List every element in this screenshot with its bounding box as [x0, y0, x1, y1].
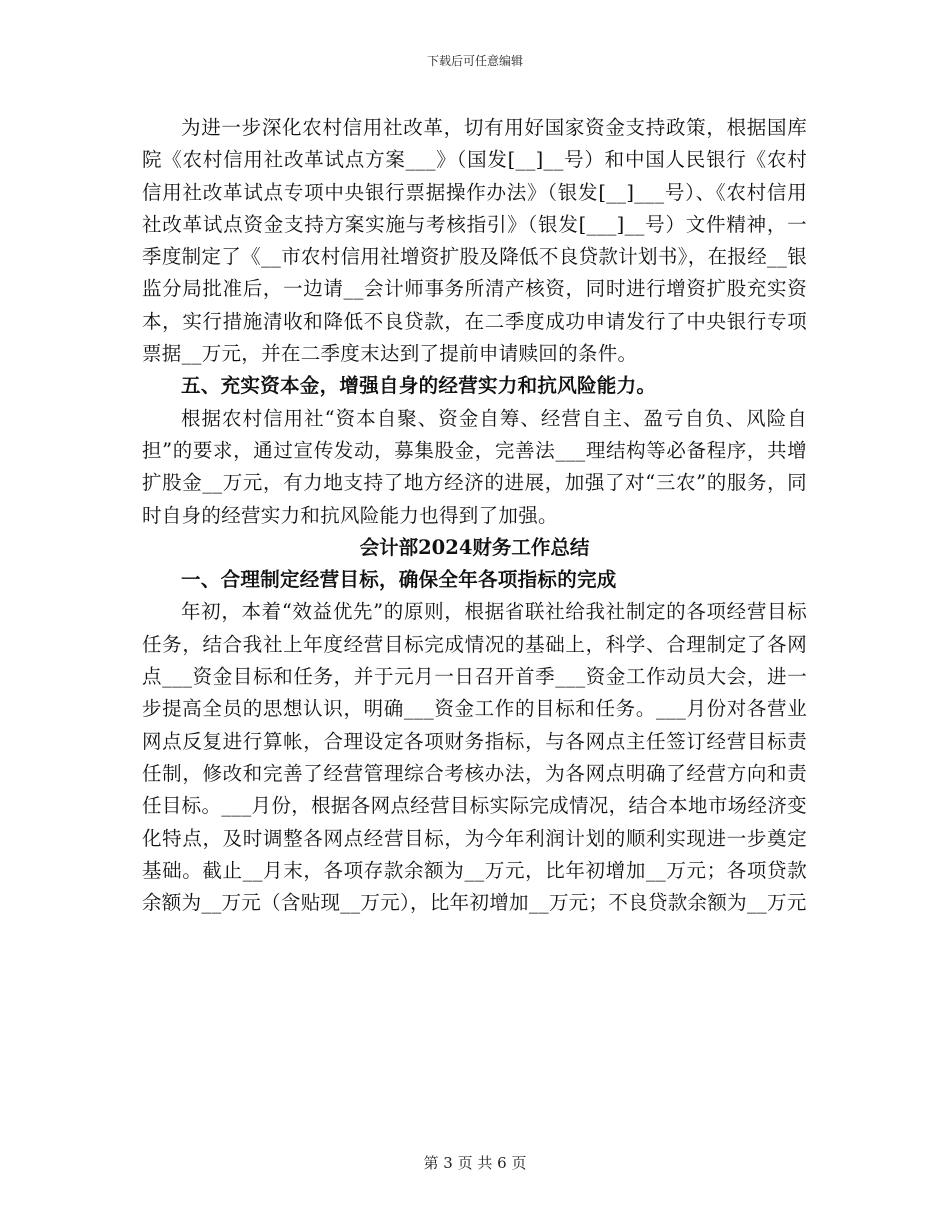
- paragraph-capital: 根据农村信用社“资本自聚、资金自筹、经营自主、盈亏自负、风险自担”的要求，通过宣传发动，募集股金，完善法___理结构等必备程序，共增扩股金__万元，有力地支持了地方经济的进展，加强了对“三农”的服务，同时自身的经营实力和抗风险能力也得到了加强。: [142, 406, 807, 527]
- page-header: 下载后可任意编辑: [426, 54, 523, 68]
- heading-capital: 五、充实资本金，增强自身的经营实力和抗风险能力。: [181, 374, 657, 398]
- paragraph-targets: 年初，本着“效益优先”的原则，根据省联社给我社制定的各项经营目标任务，结合我社上年度经营目标完成情况的基础上，科学、合理制定了各网点___资金目标和任务，并于元月一日召开首季___资金工作动员大会，进一步提高全员的思想认识，明确___资金工作的目标和任务。___月份对各营业网点反复进行算帐，合理设定各项财务指标，与各网点主任签订经营目标责任制，修改和完善了经营管理综合考核办法，为各网点明确了经营方向和责任目标。___月份，根据各网点经营目标实际完成情况，结合本地市场经济变化特点，及时调整各网点经营目标，为今年利润计划的顺利实现进一步奠定基础。截止__月末，各项存款余额为__万元，比年初增加__万元；各项贷款余额为__万元（含贴现__万元），比年初增加__万元；不良贷款余额为__万元: [142, 600, 807, 915]
- paragraph-reform-policy: 为进一步深化农村信用社改革，切有用好国家资金支持政策，根据国库院《农村信用社改革试点方案___》（国发[__]__号）和中国人民银行《农村信用社改革试点专项中央银行票据操作办法》（银发[__]___号）、《农村信用社改革试点资金支持方案实施与考核指引》（银发[___]__号）文件精神，一季度制定了《__市农村信用社增资扩股及降低不良贷款计划书》，在报经__银监分局批准后，一边请__会计师事务所清产核资，同时进行增资扩股充实资本，实行措施清收和降低不良贷款，在二季度成功申请发行了中央银行专项票据__万元，并在二季度末达到了提前申请赎回的条件。: [142, 116, 807, 366]
- section-title: 会计部2024财务工作总结: [359, 535, 590, 559]
- document-body: [142, 112, 807, 919]
- page-number: 第 3 页 共 6 页: [423, 1154, 527, 1172]
- heading-targets: 一、合理制定经营目标，确保全年各项指标的完成: [181, 568, 617, 592]
